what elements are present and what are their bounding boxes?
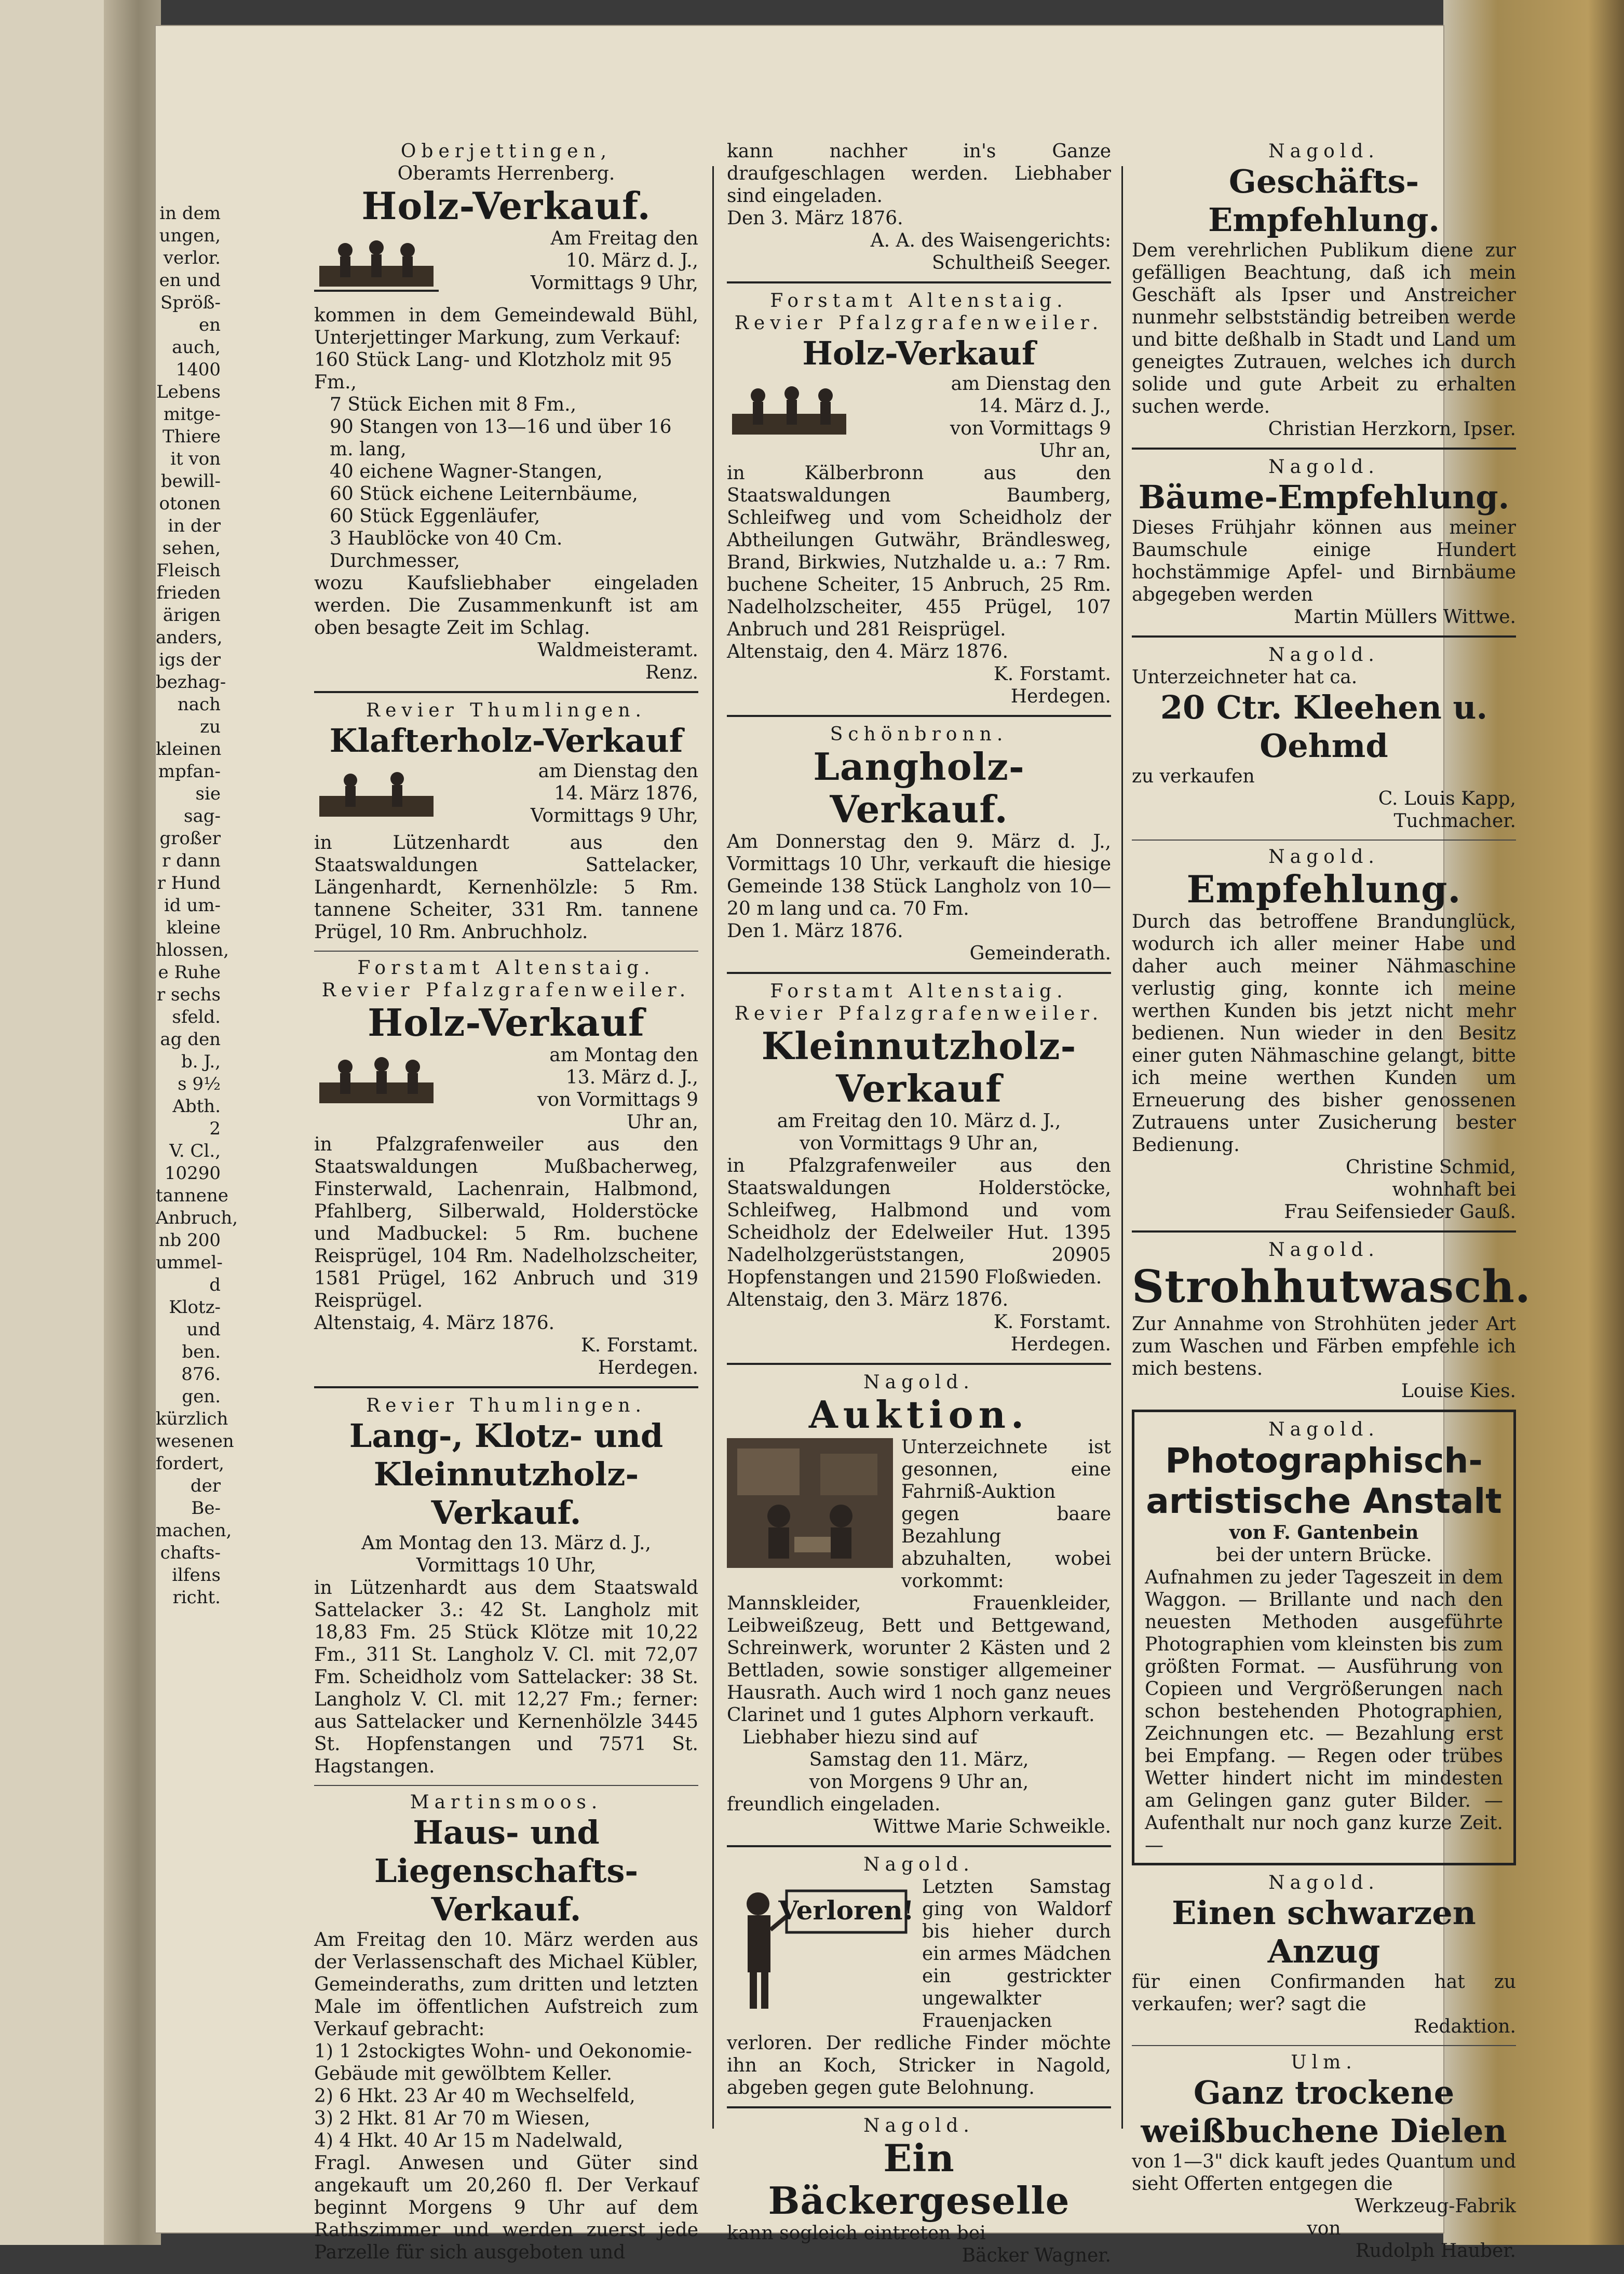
ad-separator — [727, 281, 1111, 283]
fragment-line: und — [186, 1319, 221, 1340]
fragment-line: richt. — [172, 1587, 221, 1608]
ad-signature: Frau Seifensieder Gauß. — [1284, 1201, 1516, 1223]
ad-place: Oberjettingen, — [400, 141, 612, 162]
ad-auktion — [727, 1371, 1111, 1838]
ad-signature: Herdegen. — [598, 1357, 698, 1378]
ad-title: 20 Ctr. Kleehen u. Oehmd — [1160, 688, 1488, 765]
ad-signature: K. Forstamt. — [993, 1311, 1111, 1333]
ad-line: Uhr an, — [1039, 440, 1111, 462]
ad-lang-klotz-verkauf — [314, 1395, 698, 1778]
ad-body: Unterzeichnete ist gesonnen, eine Fahrniß-Auktion gegen baare Bezahlung abzuhalten, wobei vorkommt: Mannskleider, Frauenkleider, Leibweißzeug, Bett und Bettgewand, Schreinwerk, worunter 2 Kästen und 2 Bettladen, sowie sonstiger allgemeiner Hausrath. Auch wird 1 noch ganz neues Clarinet und 1 gutes Alphorn verkauft. — [727, 1437, 1111, 1726]
fragment-line: großer — [159, 828, 221, 849]
woodcutters-illustration — [314, 229, 439, 302]
fragment-line: Fleisch — [156, 560, 221, 581]
ad-signature: Werkzeug-Fabrik — [1355, 2196, 1516, 2217]
fragment-line: tannene — [156, 1185, 228, 1206]
fragment-line: ärigen — [163, 605, 221, 626]
ad-title: Strohhutwasch. — [1132, 1261, 1531, 1313]
fragment-line: ummel- — [156, 1252, 223, 1273]
ad-place: Nagold. — [1268, 456, 1379, 478]
ad-line: Vormittags 9 Uhr, — [530, 805, 698, 827]
ad-item: 1) 1 2stockigtes Wohn- und Oekonomie-Gebäude mit gewölbtem Keller. — [314, 2041, 692, 2084]
ad-signature: wohnhaft bei — [1392, 1179, 1516, 1200]
ad-item: 3) 2 Hkt. 81 Ar 70 m Wiesen, — [314, 2108, 590, 2129]
ad-signature: Herdegen. — [1010, 1334, 1111, 1355]
ad-body: zu verkaufen — [1132, 766, 1255, 787]
ad-item: 60 Stück Eggenläufer, — [330, 506, 540, 527]
fragment-line: sfeld. — [172, 1007, 221, 1027]
fragment-line: mpfan- — [158, 761, 221, 782]
ad-place: Martinsmoos. — [410, 1792, 603, 1813]
fragment-line: ben. — [182, 1342, 221, 1362]
ad-title: Kleinnutzholz-Verkauf — [761, 1024, 1077, 1111]
ad-signature: Herdegen. — [1010, 686, 1111, 707]
ad-signature: Renz. — [645, 662, 698, 683]
ad-baeckergeselle — [727, 2115, 1111, 2267]
fragment-line: kleinen — [156, 739, 222, 760]
fragment-line: id um- — [164, 895, 221, 916]
ad-body: in Pfalzgrafenweiler aus den Staatswaldungen Holderstöcke, Schleifweg, Halbmond und vom Scheidholz der Edelweiler Hut. 1395 Nadelholzgerüststangen, 20905 Hopfenstangen und 21590 Floßwieden. — [727, 1155, 1111, 1288]
ad-title: artistische Anstalt — [1146, 1481, 1502, 1521]
fragment-line: Thiere — [163, 426, 221, 447]
ad-body: kommen in dem Gemeindewald Bühl, Unterjettinger Markung, zum Verkauf: — [314, 305, 698, 348]
ad-geschaefts-empfehlung — [1132, 140, 1516, 440]
ad-intro: Unterzeichneter hat ca. — [1132, 667, 1358, 688]
woodcutters-illustration — [314, 1046, 439, 1119]
fragment-line: r dann — [162, 850, 221, 871]
ad-item: 160 Stück Lang- und Klotzholz mit 95 Fm., — [314, 349, 672, 393]
ad-place: Forstamt Altenstaig. — [770, 290, 1068, 312]
fragment-line: otonen — [159, 493, 221, 514]
ad-place: Nagold. — [1268, 846, 1379, 868]
ad-line: Am Montag den 13. März d. J., — [361, 1533, 651, 1554]
ad-body: Dem verehrlichen Publikum diene zur gefälligen Beachtung, daß ich mein Geschäft als Ipser und Anstreicher nunmehr selbstständig betreiben werde und bitte deßhalb in Stadt und Land um geneigtes Zutrauen, welches ich durch solide und gute Arbeit zu erhalten suchen werde. — [1132, 240, 1516, 417]
ad-separator — [1132, 2045, 1516, 2046]
ad-title: Langholz-Verkauf. — [813, 745, 1025, 831]
ad-item: 2) 6 Hkt. 23 Ar 40 m Wechselfeld, — [314, 2086, 635, 2107]
fragment-line: ungen, — [159, 225, 221, 246]
ad-signature: Tuchmacher. — [1393, 810, 1516, 832]
ad-line: am Dienstag den — [538, 761, 698, 782]
fragment-line: igs der — [158, 649, 221, 670]
fragment-line: nach zu — [177, 694, 221, 737]
ad-line: Vormittags 9 Uhr, — [530, 273, 698, 294]
ad-strohhutwasch — [1132, 1239, 1531, 1402]
fragment-line: in der — [168, 516, 221, 536]
ad-langholz-verkauf — [727, 723, 1111, 965]
ad-holz-verkauf-oberjettingen — [314, 140, 698, 684]
ad-title: Photographisch- — [1165, 1441, 1483, 1481]
ad-separator — [314, 1386, 698, 1388]
fragment-line: chafts- — [160, 1542, 221, 1563]
ad-title: Holz-Verkauf. — [361, 184, 651, 228]
ad-date: Altenstaig, den 4. März 1876. — [727, 641, 1009, 662]
ad-place: Forstamt Altenstaig. — [357, 957, 655, 979]
ad-line: am Freitag den 10. März d. J., — [777, 1111, 1061, 1132]
ad-owner: von F. Gantenbein — [1229, 1522, 1419, 1544]
ad-title: Lang-, Klotz- und Kleinnutzholz-Verkauf. — [349, 1417, 664, 1532]
ad-haus-verkauf — [314, 1791, 698, 2264]
ad-item: 40 eichene Wagner-Stangen, — [330, 461, 603, 482]
ad-body: Dieses Frühjahr können aus meiner Baumschule einige Hundert hochstämmige Apfel- und Birnbäume abgegeben werden — [1132, 517, 1516, 605]
ad-line: Am Freitag den — [550, 228, 698, 249]
fragment-line: s 9½ — [178, 1074, 221, 1094]
ad-continuation — [727, 140, 1111, 274]
ad-separator — [727, 2106, 1111, 2108]
ad-title: Auktion. — [808, 1392, 1030, 1437]
book-gutter — [104, 0, 161, 2245]
ad-place: Nagold. — [1268, 141, 1379, 162]
ad-date: Altenstaig, den 3. März 1876. — [727, 1289, 1009, 1310]
ad-holz-verkauf-kaelberbronn — [727, 290, 1111, 708]
fragment-line: sie sag- — [184, 783, 221, 827]
ad-title: Holz-Verkauf — [368, 1000, 645, 1045]
ad-signature: Bäcker Wagner. — [962, 2245, 1111, 2266]
ad-schwarzer-anzug — [1132, 1872, 1516, 2038]
ad-verloren — [727, 1853, 1111, 2099]
ad-body: Am Donnerstag den 9. März d. J., Vormittags 10 Uhr, verkauft die hiesige Gemeinde 138 Stück Langholz von 10—20 m lang und ca. 70 Fm. — [727, 831, 1111, 919]
ad-body: Durch das betroffene Brandunglück, wodurch ich aller meiner Habe und daher auch meiner Nähmaschine verlustig ging, konnte ich meine werthen Kunden bis jetzt nicht mehr bedienen. Nun wieder in den Besitz einer guten Nähmaschine gelangt, bitte ich meine werthen Kunden um Erneuerung des bisher genossenen Zutrauens unter Zusicherung bester Bedienung. — [1132, 911, 1516, 1156]
column-2 — [727, 140, 1111, 2274]
ad-line: Samstag den 11. März, — [809, 1749, 1029, 1770]
fragment-line: Anbruch, — [156, 1208, 238, 1228]
ad-separator — [314, 1785, 698, 1786]
ad-body: Aufnahmen zu jeder Tageszeit in dem Waggon. — Brillante und nach den neuesten Methoden ausgeführte Photographien vom kleinsten bis zum größten Format. — Ausführung von Copieen und Vergrößerungen nach schon bestehenden Photographien, Zeichnungen etc. — Bezahlung erst bei Empfang. — Regen oder trübes Wetter hindert nicht im mindesten am Gelingen ganz guter Bilder. — Aufenthalt nur noch ganz kurze Zeit. — — [1145, 1567, 1503, 1856]
ad-place: Ulm. — [1291, 2052, 1357, 2073]
ad-place: Revier Thumlingen. — [366, 700, 646, 721]
ad-place: Nagold. — [863, 1372, 975, 1393]
column-rule-1 — [712, 166, 714, 2129]
ad-line: 14. März 1876, — [554, 783, 698, 804]
fragment-line: der Be- — [190, 1476, 221, 1519]
ad-place: Revier Thumlingen. — [366, 1395, 646, 1416]
ad-separator — [1132, 840, 1516, 841]
ad-tail: Fragl. Anwesen und Güter sind angekauft um 20,260 fl. Der Verkauf beginnt Morgens 9 Uhr auf dem Rathszimmer und werden zuerst jede Parzelle für sich ausgeboten und — [314, 2153, 698, 2263]
ad-title: Bäume-Empfehlung. — [1138, 478, 1510, 516]
fragment-line: Lebens — [156, 382, 221, 402]
verloren-banner: Verloren! — [778, 1895, 914, 1926]
ad-dielen — [1132, 2051, 1516, 2262]
fragment-line: kürzlich — [156, 1409, 228, 1429]
ad-title: Holz-Verkauf — [802, 334, 1036, 372]
fragment-line: kleine — [166, 917, 221, 938]
ad-item: 90 Stangen von 13—16 und über 16 m. lang, — [330, 416, 672, 460]
fragment-line: it von — [170, 449, 221, 469]
fragment-line: machen, — [156, 1520, 232, 1541]
ad-date: Altenstaig, 4. März 1876. — [314, 1312, 555, 1334]
ad-signature: Wittwe Marie Schweikle. — [873, 1816, 1111, 1837]
fragment-line: sehen, — [162, 538, 221, 559]
ad-title: Haus- und Liegenschafts-Verkauf. — [374, 1813, 639, 1928]
ad-separator — [314, 951, 698, 952]
fragment-line: 1400 — [175, 359, 221, 380]
fragment-line: V. Cl., — [169, 1141, 221, 1161]
ad-location: bei der untern Brücke. — [1216, 1545, 1432, 1566]
fragment-line: 10290 — [164, 1163, 221, 1184]
fragment-line: Spröß- — [160, 292, 221, 313]
ad-title: Empfehlung. — [1186, 867, 1461, 911]
ad-item: 60 Stück eichene Leiternbäume, — [330, 483, 638, 505]
fragment-line: bewill- — [160, 471, 221, 492]
ad-separator — [1132, 1230, 1516, 1233]
ad-signature: Waldmeisteramt. — [537, 640, 698, 661]
ad-line: freundlich eingeladen. — [727, 1794, 941, 1815]
auction-scene-illustration — [727, 1438, 893, 1573]
fragment-line: b. J., — [181, 1051, 221, 1072]
ad-signature: K. Forstamt. — [580, 1335, 698, 1356]
ad-separator — [727, 715, 1111, 717]
ad-signature: Schultheiß Seeger. — [932, 252, 1111, 274]
ad-separator — [1132, 635, 1516, 638]
ad-title: Einen schwarzen Anzug — [1172, 1894, 1476, 1970]
ad-body: Letzten Samstag ging von Waldorf bis hieher durch ein armes Mädchen ein gestrickter ungewalkter Frauenjacken verloren. Der redliche Finder möchte ihn an Koch, Stricker in Nagold, abgeben gegen gute Belohnung. — [727, 1876, 1111, 2099]
fragment-line: ag den — [160, 1029, 221, 1050]
ad-date: Den 3. März 1876. — [727, 208, 903, 229]
fragment-line: frieden — [156, 583, 221, 603]
ad-title: Ein Bäckergeselle — [768, 2136, 1070, 2223]
fragment-line: gen. — [182, 1386, 221, 1407]
ad-separator — [727, 1363, 1111, 1365]
ad-signature: Louise Kies. — [1401, 1380, 1516, 1402]
fragment-line: 876. — [181, 1364, 221, 1385]
fragment-line: en und — [159, 270, 221, 291]
ad-place: Nagold. — [1268, 1419, 1379, 1440]
ad-signature: A. A. des Waisengerichts: — [870, 230, 1111, 251]
ad-holz-verkauf-pfalzgrafenweiler — [314, 957, 698, 1379]
ad-line: am Dienstag den — [951, 373, 1111, 395]
ad-line: am Montag den — [549, 1045, 698, 1066]
column-1 — [314, 140, 698, 2271]
ad-separator — [727, 972, 1111, 974]
fragment-line: e Ruhe — [158, 962, 221, 983]
ad-empfehlung — [1132, 846, 1516, 1223]
ad-kleinnutzholz-verkauf — [727, 980, 1111, 1356]
fragment-line: hlossen, — [156, 940, 229, 960]
fragment-line: mitge- — [163, 404, 221, 425]
ad-line: Uhr an, — [626, 1112, 698, 1133]
column-3 — [1132, 140, 1531, 2269]
fragment-line: Abth. 2 — [172, 1096, 221, 1139]
ad-line: Liebhaber hiezu sind auf — [742, 1727, 978, 1748]
fragment-line: wesenen — [156, 1431, 234, 1452]
ad-title: Geschäfts-Empfehlung. — [1208, 163, 1440, 239]
fragment-line: fordert, — [156, 1453, 224, 1474]
fragment-line: en auch, — [172, 315, 221, 358]
ad-line: von Vormittags 9 — [537, 1089, 698, 1111]
column-rule-2 — [1121, 166, 1123, 2129]
ad-item: 4) 4 Hkt. 40 Ar 15 m Nadelwald, — [314, 2130, 624, 2151]
ad-subplace: Revier Pfalzgrafenweiler. — [734, 313, 1104, 334]
ad-place: Nagold. — [1268, 1872, 1379, 1893]
ad-signature: Gemeinderath. — [969, 943, 1111, 964]
ad-body: in Lützenhardt aus den Staatswaldungen Sattelacker, Längenhardt, Kernenhölzle: 5 Rm. tannene Scheiter, 331 Rm. tannene Prügel, 10 Rm. Anbruchholz. — [314, 832, 698, 943]
ad-place: Nagold. — [1268, 1239, 1379, 1261]
ad-photographic-studio — [1132, 1410, 1516, 1865]
ad-item: 7 Stück Eichen mit 8 Fm., — [330, 394, 577, 415]
ad-body: für einen Confirmanden hat zu verkaufen; wer? sagt die — [1132, 1971, 1516, 2015]
ad-signature: C. Louis Kapp, — [1378, 788, 1516, 809]
ad-signature: Christine Schmid, — [1346, 1157, 1516, 1178]
ad-line: 13. März d. J., — [565, 1067, 698, 1088]
ad-line: von Morgens 9 Uhr an, — [809, 1771, 1029, 1793]
ad-tail: wozu Kaufsliebhaber eingeladen werden. Die Zusammenkunft ist am oben besagte Zeit im Schlag. — [314, 573, 698, 639]
woodcutters-illustration — [727, 375, 851, 453]
ad-line: 10. März d. J., — [565, 250, 698, 272]
ad-place: Nagold. — [863, 1854, 975, 1875]
newspaper-page — [156, 26, 1531, 2266]
ad-signature: K. Forstamt. — [993, 664, 1111, 685]
ad-place: Nagold. — [863, 2115, 975, 2136]
left-page-fragment — [156, 202, 238, 1609]
fragment-line: r sechs — [156, 984, 221, 1005]
ad-subplace: Revier Pfalzgrafenweiler. — [734, 1003, 1104, 1024]
ad-signature: Redaktion. — [1413, 2016, 1516, 2037]
ad-separator — [314, 691, 698, 693]
fragment-line: r Hund — [157, 873, 221, 894]
ad-separator — [1132, 448, 1516, 450]
ad-subplace: Oberamts Herrenberg. — [397, 163, 615, 184]
ad-body: Am Freitag den 10. März werden aus der Verlassenschaft des Michael Kübler, Gemeinderaths, zum dritten und letzten Male im öffentlichen Aufstreich zum Verkauf gebracht: — [314, 1929, 698, 2040]
ad-signature: Christian Herzkorn, Ipser. — [1268, 418, 1516, 440]
facing-page — [0, 0, 104, 2245]
ad-line: 14. März d. J., — [978, 396, 1111, 417]
ad-date: Den 1. März 1876. — [727, 921, 903, 942]
ad-body: in Kälberbronn aus den Staatswaldungen Baumberg, Schleifweg und vom Scheidholz der Abtheilungen Gutwähr, Brändlesweg, Brand, Birkwies, Nutzhalde u. a.: 7 Rm. buchene Scheiter, 15 Anbruch, 25 Rm. Nadelholzscheiter, 455 Prügel, 107 Anbruch und 281 Reisprügel. — [727, 463, 1111, 640]
town-crier-illustration — [727, 1878, 914, 2023]
fragment-line: ilfens — [172, 1565, 221, 1586]
ad-item: 3 Haublöcke von 40 Cm. Durchmesser, — [330, 528, 563, 572]
fragment-line: bezhag- — [156, 672, 226, 693]
ad-body: in Pfalzgrafenweiler aus den Staatswaldungen Mußbacherweg, Finsterwald, Lachenrain, Halbmond, Pfahlberg, Silberwald, Holderstöcke und Madbuckel: 5 Rm. buchene Reisprügel, 104 Rm. Nadelholzscheiter, 1581 Prügel, 162 Anbruch und 319 Reisprügel. — [314, 1134, 698, 1311]
woodcutters-illustration — [314, 762, 439, 830]
ad-signature: von — [1307, 2218, 1341, 2239]
ad-body: kann nachher in's Ganze draufgeschlagen werden. Liebhaber sind eingeladen. — [727, 141, 1111, 207]
ad-signature: Rudolph Hauber. — [1355, 2240, 1516, 2262]
ad-line: von Vormittags 9 Uhr an, — [800, 1133, 1038, 1154]
ad-line: Vormittags 10 Uhr, — [416, 1555, 597, 1576]
ad-klafterholz-verkauf — [314, 699, 698, 943]
ad-place: Forstamt Altenstaig. — [770, 981, 1068, 1002]
fragment-line: anders, — [156, 627, 223, 648]
ad-signature: Martin Müllers Wittwe. — [1293, 606, 1516, 628]
ad-body: Zur Annahme von Strohhüten jeder Art zum Waschen und Färben empfehle ich mich bestens. — [1132, 1314, 1516, 1379]
fragment-line: in dem — [159, 203, 221, 224]
ad-title: Klafterholz-Verkauf — [329, 722, 683, 760]
ad-body: von 1—3" dick kauft jedes Quantum und sieht Offerten entgegen die — [1132, 2151, 1516, 2195]
ad-baeume-empfehlung — [1132, 456, 1516, 628]
ad-subplace: Revier Pfalzgrafenweiler. — [321, 980, 691, 1001]
ad-body: kann sogleich eintreten bei — [727, 2223, 986, 2244]
fragment-line: nb 200 — [158, 1230, 221, 1251]
ad-body: in Lützenhardt aus dem Staatswald Sattelacker 3.: 42 St. Langholz mit 18,83 Fm. 25 Stück Klötze mit 10,22 Fm., 311 St. Langholz V. Cl. mit 72,07 Fm. Scheidholz vom Sattelacker: 38 St. Langholz V. Cl. mit 12,27 Fm.; ferner: aus Sattelacker und Kernenhölzle 3445 St. Hopfenstangen und 7571 St. Hagstangen. — [314, 1577, 698, 1777]
fragment-line: verlor. — [163, 248, 221, 268]
fragment-line: d Klotz- — [169, 1275, 221, 1318]
ad-title: Ganz trockene weißbuchene Dielen — [1141, 2074, 1507, 2150]
ad-line: von Vormittags 9 — [950, 418, 1111, 439]
ad-kleehen — [1132, 644, 1516, 832]
ad-place: Nagold. — [1268, 644, 1379, 666]
ad-separator — [727, 1845, 1111, 1847]
ad-place: Schönbronn. — [830, 724, 1008, 745]
